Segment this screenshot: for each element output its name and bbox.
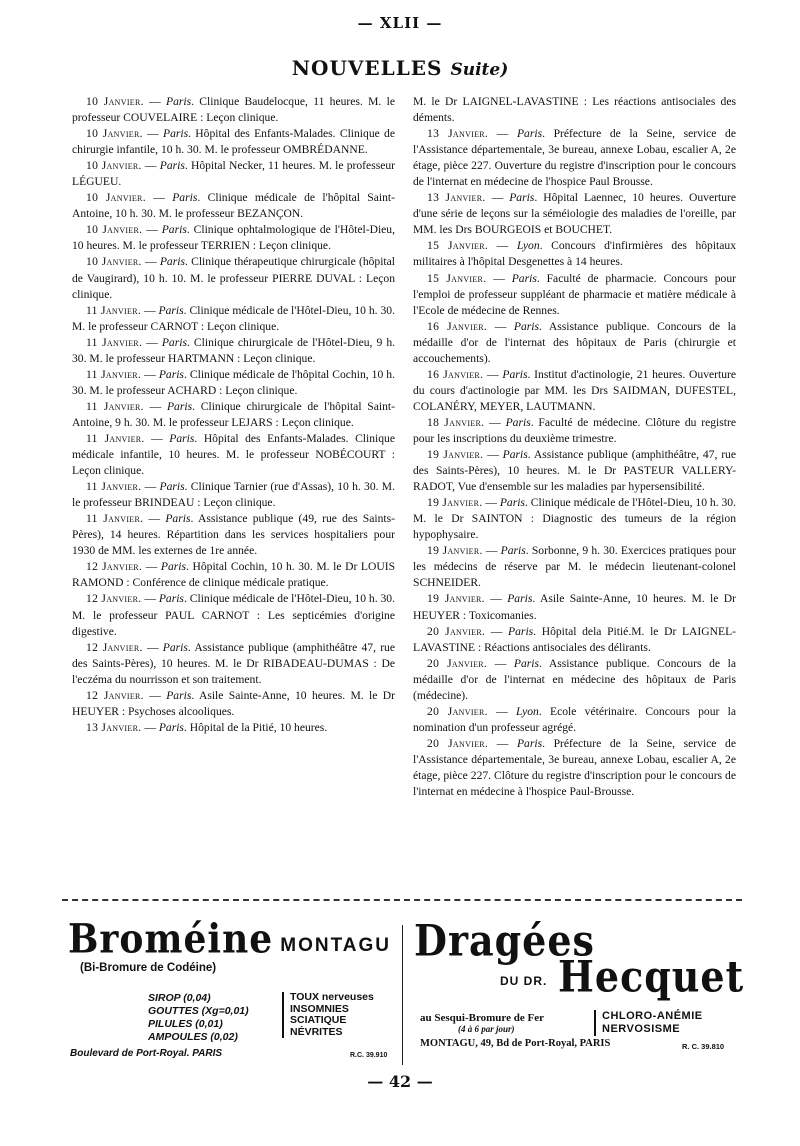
entry-text: Clinique thérapeutique chirurgicale (hôpital de Vaugirard), 10 h. 10. M. le professeur PIERRE DUVAL : Leçon clinique. [72,255,396,301]
entry-city: Paris [500,544,526,558]
entry-date: 12 Janvier. [86,688,144,702]
entry-date: 10 Janvier. [86,159,142,173]
form-item: GOUTTES (Xg=0,01) [148,1005,249,1017]
entry-city: Paris [161,335,187,349]
entry-text: Faculté de pharmacie. Concours pour l'emploi de professeur suppléant de pharmacie et matière médicale à l'Ecole de médecine de Rennes. [413,271,737,317]
entry-text: Assistance publique. Concours de la médaille d'or de l'internat des hôpitaux de Paris (chirurgie et accouchements). [413,319,736,365]
form-item: AMPOULES (0,02) [148,1031,238,1043]
news-entry: 10 Janvier. — Paris. Hôpital Necker, 11 heures. M. le professeur LÉGUEU. [72,159,396,189]
news-entry: 19 Janvier. — Paris. Clinique médicale de l'Hôtel-Dieu, 10 h. 30. M. le Dr SAINTON : Diagnostic des tumeurs de la région hypophysaire. [413,496,736,542]
entry-date: 20 Janvier. [427,624,486,638]
page-number: — 42 — [367,1072,433,1091]
hecquet-code: R. C. 39.810 [682,1042,725,1051]
news-entry: 11 Janvier. — Paris. Clinique médicale de l'Hôtel-Dieu, 10 h. 30. M. le professeur CARNOT : Leçon clinique. [72,303,396,333]
left-column [72,94,395,736]
entry-text: Hôpital de la Pitié, 10 heures. [189,720,328,734]
entry-city: Paris [165,512,191,526]
hecquet-uses [594,1010,703,1036]
news-entry: 16 Janvier. — Paris. Institut d'actinologie, 21 heures. Ouverture du cours d'actinologie par MM. les Drs SAIDMAN, DUFESTEL, COLANÉRY, MEYER, LAUTMANN. [413,367,737,413]
entry-text: Hôpital des Enfants-Malades. Clinique de chirurgie infantile, 10 h. 30. M. le professeur OMBRÉDANNE. [72,127,396,157]
section-suite: Suite) [450,60,509,80]
entry-date: 11 Janvier. [86,480,142,494]
dragees-advertisement [414,915,745,1051]
entry-date: 10 Janvier. [86,95,144,108]
use-item: INSOMNIES [290,1002,349,1015]
bromeine-uses [282,992,374,1038]
entry-city: Paris [513,319,539,333]
entry-date: 19 Janvier. [427,592,485,606]
entry-text: Faculté de médecine. Clôture du registre pour les inscriptions du deuxième trimestre. [413,415,737,445]
advertisement-divider [62,899,742,901]
right-column [413,94,736,800]
entry-date: 11 Janvier. [86,399,144,413]
news-entry: 18 Janvier. — Paris. Faculté de médecine. Clôture du registre pour les inscriptions du deuxième trimestre. [413,415,737,445]
dragees-brand: Dragées [414,915,595,966]
news-entry: 19 Janvier. — Paris. Sorbonne, 9 h. 30. Exercices pratiques pour les médecins de réserve par M. le médecin lieutenant-colonel SCHNEIDER. [413,544,737,590]
entry-text: Clinique médicale de l'hôpital Cochin, 10 h. 30. M. le professeur ACHARD : Leçon clinique. [72,367,396,397]
news-entry: 13 Janvier. — Paris. Hôpital Laennec, 10 heures. Ouverture d'une série de leçons sur la séméiologie des maladies de l'oreille, par MM. les Drs BOURGEOIS et BOUCHET. [413,191,737,237]
entry-city: Paris [502,448,528,462]
entry-date: 13 Janvier. [86,720,142,734]
entry-date: 20 Janvier. [427,704,488,718]
entry-city: Paris [159,159,185,173]
entry-date: 15 Janvier. [427,239,489,253]
news-entry: 16 Janvier. — Paris. Assistance publique. Concours de la médaille d'or de l'internat des hôpitaux de Paris (chirurgie et accouchements). [413,319,736,365]
entry-city: Paris [165,95,192,108]
entry-city: Paris [160,560,186,574]
news-entry: 13 Janvier. — Paris. Hôpital de la Pitié, 10 heures. [86,720,328,734]
hecquet-brand: Hecquet [558,951,745,1002]
news-entry: 10 Janvier. — Paris. Clinique Baudelocque, 11 heures. M. le professeur COUVELAIRE : Leçon clinique. [72,95,395,125]
news-entry [413,94,736,126]
entry-text: Assistance publique (amphithéâtre 47, rue des Saints-Pères), 10 heures. M. le Dr RIBADEAU-DUMAS : De l'eczéma du nourrisson et son traitement. [72,640,395,686]
entry-text: Institut d'actinologie, 21 heures. Ouverture du cours d'actinologie par MM. les Drs SAIDMAN, DUFESTEL, COLANÉRY, MEYER, LAUTMANN. [413,367,737,413]
entry-city: Paris [162,640,188,654]
entry-city: Paris [516,736,543,750]
entry-city: Paris [166,688,192,702]
entry-text: Clinique médicale de l'hôpital Saint-Antoine, 10 h. 30. M. le professeur BEZANÇON. [72,191,395,221]
entry-text: Hôpital Laennec, 10 heures. Ouverture d'une série de leçons sur la séméiologie des maladies de l'oreille, par MM. les Drs BOURGEOIS et BOUCHET. [413,191,737,237]
news-entry: 11 Janvier. — Paris. Clinique chirurgicale de l'Hôtel-Dieu, 9 h. 30. M. le professeur HARTMANN : Leçon clinique. [72,335,396,365]
news-entry: 15 Janvier. — Lyon. Concours d'infirmières des hôpitaux militaires à l'hôpital Desgenettes à 14 heures. [413,239,737,269]
entry-city: Paris [158,367,184,381]
entry-date: 10 Janvier. [86,127,143,141]
use-item: CHLORO-ANÉMIE [602,1010,703,1022]
use-item: NERVOSISME [602,1023,681,1035]
entry-date: 11 Janvier. [86,512,144,526]
entry-date: 19 Janvier. [427,448,484,462]
advertisement-separator [402,925,403,1065]
entry-text: Asile Sainte-Anne, 10 heures. M. le Dr HEUYER : Psychoses alcooliques. [72,688,395,718]
entry-city: Lyon [515,704,539,718]
du-dr-label: DU DR. [500,974,548,988]
section-heading [0,56,800,80]
use-item: SCIATIQUE [290,1014,347,1026]
entry-city: Paris [505,415,531,429]
news-entry: 15 Janvier. — Paris. Faculté de pharmacie. Concours pour l'emploi de professeur suppléant de pharmacie et matière médicale à l'Ecole de médecine de Rennes. [413,271,737,317]
entry-city: Paris [509,191,535,205]
entry-date: 20 Janvier. [427,656,488,670]
use-item: NÉVRITES [290,1025,343,1038]
entry-text: Clinique Baudelocque, 11 heures. M. le professeur COUVELAIRE : Leçon clinique. [72,95,395,125]
section-title: NOUVELLES [291,56,443,80]
montagu-brand: MONTAGU [280,935,391,956]
entry-city: Paris [513,656,539,670]
use-item: TOUX nerveuses [290,991,374,1003]
dose-text: (4 à 6 par jour) [458,1024,515,1034]
entry-city: Paris [158,592,184,606]
entry-text: Assistance publique. Concours de la médaille d'or de l'internat en médecine des hôpitaux de Paris (médecine). [413,656,736,702]
entry-text: Clinique chirurgicale de l'Hôtel-Dieu, 9 h. 30. M. le professeur HARTMANN : Leçon clinique. [72,335,396,365]
entry-city: Paris [162,127,189,141]
entry-city: Paris [502,367,528,381]
entry-text: Sorbonne, 9 h. 30. Exercices pratiques pour les médecins de réserve par M. le médecin lieutenant-colonel SCHNEIDER. [413,544,737,590]
news-entry: 12 Janvier. — Paris. Assistance publique (amphithéâtre 47, rue des Saints-Pères), 10 heures. M. le Dr RIBADEAU-DUMAS : De l'eczéma du nourrisson et son traitement. [72,640,395,686]
entry-text: Clinique médicale de l'Hôtel-Dieu, 10 h. 30. M. le professeur CARNOT : Leçon clinique. [72,303,396,333]
entry-date: 19 Janvier. [427,496,483,510]
entry-city: Paris [166,399,193,413]
entry-date: 11 Janvier. [86,367,142,381]
news-entry: 12 Janvier. — Paris. Asile Sainte-Anne, 10 heures. M. le Dr HEUYER : Psychoses alcooliques. [72,688,395,718]
entry-date: 11 Janvier. [86,303,142,317]
entry-date: 19 Janvier. [427,544,483,558]
news-entry: 20 Janvier. — Lyon. Ecole vétérinaire. Concours pour la nomination d'un professeur agrégé. [413,704,737,734]
bromeine-subtitle: (Bi-Bromure de Codéine) [80,962,217,974]
entry-date: 15 Janvier. [427,271,487,285]
entry-city: Paris [159,255,185,269]
news-entry: 11 Janvier. — Paris. Clinique chirurgicale de l'hôpital Saint-Antoine, 9 h. 30. M. le professeur LEJARS : Leçon clinique. [72,399,396,429]
entry-date: 11 Janvier. [86,431,145,445]
news-entry: 10 Janvier. — Paris. Hôpital des Enfants-Malades. Clinique de chirurgie infantile, 10 h. 30. M. le professeur OMBRÉDANNE. [72,127,396,157]
entry-text: Concours d'infirmières des hôpitaux militaires à l'hôpital Desgenettes à 14 heures. [413,239,737,269]
bromeine-code: R.C. 39.910 [350,1052,388,1059]
entry-text: Hôpital dela Pitié.M. le Dr LAIGNEL-LAVASTINE : Réactions antisociales des délirants. [413,624,737,654]
bromeine-forms [148,992,249,1044]
entry-city: Paris [508,624,534,638]
sesqui-bromure-text: au Sesqui-Bromure de Fer [420,1012,544,1024]
entry-city: Paris [169,431,195,445]
entry-text: Assistance publique (amphithéâtre, 47, rue des Saints-Pères), 10 heures. M. le Dr PASTEUR VALLERY-RADOT, Vue d'ensemble sur les maladies par hypersensibilité. [413,448,736,494]
entry-date: 13 Janvier. [427,191,486,205]
form-item: SIROP (0,04) [148,992,211,1004]
entry-text: Préfecture de la Seine, service de l'Assistance départementale, 3e bureau, annexe Lobau, escalier A, 2e étage, pièce 227. Ouverture du registre d'inscription pour le concours de l'internat en médecine de l'hospice Paul Brousse. [413,127,737,189]
news-entry: 12 Janvier. — Paris. Hôpital Cochin, 10 h. 30. M. le Dr LOUIS RAMOND : Conférence de clinique médicale pratique. [72,560,396,590]
entry-date: 20 Janvier. [427,736,489,750]
entry-city: Paris [161,223,187,237]
form-item: PILULES (0,01) [148,1018,223,1030]
news-entry: 12 Janvier. — Paris. Clinique médicale de l'Hôtel-Dieu, 10 h. 30. M. le professeur PAUL CARNOT : Les septicémies d'origine digestive. [72,592,395,638]
news-entry: 10 Janvier. — Paris. Clinique ophtalmologique de l'Hôtel-Dieu, 10 heures. M. le professeur TERRIEN : Leçon clinique. [72,223,396,253]
entry-city: Paris [507,592,533,606]
entry-date: 16 Janvier. [427,319,488,333]
entry-city: Paris [499,496,525,510]
entry-text: Asile Sainte-Anne, 10 heures. M. le Dr HEUYER : Toxicomanies. [413,592,736,622]
news-entry: 20 Janvier. — Paris. Assistance publique. Concours de la médaille d'or de l'internat en médecine des hôpitaux de Paris (médecine). [413,656,736,702]
news-entry: 20 Janvier. — Paris. Préfecture de la Seine, service de l'Assistance départementale, 3e bureau, annexe Lobau, escalier A, 2e étage, pièce 227. Clôture du registre d'inscription pour le concours de l'internat en médecine à l'hospice Paul-Brousse. [413,736,737,799]
entry-text: Préfecture de la Seine, service de l'Assistance départementale, 3e bureau, annexe Lobau, escalier A, 2e étage, pièce 227. Clôture du registre d'inscription pour le concours de l'internat en médecine à l'hospice Paul-Brousse. [413,736,737,799]
entry-text: Ecole vétérinaire. Concours pour la nomination d'un professeur agrégé. [413,704,737,734]
entry-date: 10 Janvier. [86,191,146,205]
entry-city: Paris [158,720,184,734]
news-entry: 10 Janvier. — Paris. Clinique médicale de l'hôpital Saint-Antoine, 10 h. 30. M. le professeur BEZANÇON. [72,191,395,221]
entry-text: Hôpital Necker, 11 heures. M. le professeur LÉGUEU. [72,159,396,189]
news-entry: 11 Janvier. — Paris. Clinique Tarnier (rue d'Assas), 10 h. 30. M. le professeur BRINDEAU : Leçon clinique. [72,480,396,510]
entry-city: Paris [158,303,184,317]
entry-city: Lyon [516,239,540,253]
bromeine-address: Boulevard de Port-Royal. PARIS [70,1048,223,1059]
entry-text: Hôpital Cochin, 10 h. 30. M. le Dr LOUIS RAMOND : Conférence de clinique médicale pratique. [72,560,396,590]
entry-city: Paris [159,480,185,494]
entry-text: Clinique médicale de l'Hôtel-Dieu, 10 h. 30. M. le Dr SAINTON : Diagnostic des tumeurs de la région hypophysaire. [413,496,736,542]
entry-city: Paris [516,127,543,141]
entry-text: Assistance publique (49, rue des Saints-Pères), 14 heures. Répartition dans les services hospitaliers pour 1930 de MM. les externes de 1re année. [72,512,395,558]
roman-page-number: — XLII — [357,14,443,32]
news-entry: 10 Janvier. — Paris. Clinique thérapeutique chirurgicale (hôpital de Vaugirard), 10 h. 10. M. le professeur PIERRE DUVAL : Leçon clinique. [72,255,396,301]
news-entry: 11 Janvier. — Paris. Assistance publique (49, rue des Saints-Pères), 14 heures. Répartition dans les services hospitaliers pour 1930 de MM. les externes de 1re année. [72,512,395,558]
news-entry: 11 Janvier. — Paris. Clinique médicale de l'hôpital Cochin, 10 h. 30. M. le professeur ACHARD : Leçon clinique. [72,367,396,397]
news-entry: 19 Janvier. — Paris. Asile Sainte-Anne, 10 heures. M. le Dr HEUYER : Toxicomanies. [413,592,736,622]
entry-date: 12 Janvier. [86,560,143,574]
entry-date: 12 Janvier. [86,592,142,606]
entry-date: 11 Janvier. [86,335,143,349]
entry-date: 16 Janvier. [427,367,484,381]
entry-text: Clinique ophtalmologique de l'Hôtel-Dieu, 10 heures. M. le professeur TERRIEN : Leçon clinique. [72,223,396,253]
entry-text: Clinique chirurgicale de l'hôpital Saint-Antoine, 9 h. 30. M. le professeur LEJARS : Leçon clinique. [72,399,396,429]
entry-date: 10 Janvier. [86,223,143,237]
bromeine-advertisement [68,915,398,1059]
entry-date: 10 Janvier. [86,255,142,269]
entry-date: 12 Janvier. [86,640,143,654]
news-entry: 11 Janvier. — Paris. Hôpital des Enfants-Malades. Clinique médicale infantile, 10 heures. M. le professeur NOBÉCOURT : Leçon clinique. [72,431,395,478]
news-entry: 20 Janvier. — Paris. Hôpital dela Pitié.M. le Dr LAIGNEL-LAVASTINE : Réactions antisociales des délirants. [413,624,737,654]
hecquet-address: MONTAGU, 49, Bd de Port-Royal, PARIS [420,1038,611,1049]
entry-text: M. le Dr LAIGNEL-LAVASTINE : Les réactions antisociales des déments. [413,95,736,125]
news-entry: 19 Janvier. — Paris. Assistance publique (amphithéâtre, 47, rue des Saints-Pères), 10 heures. M. le Dr PASTEUR VALLERY-RADOT, Vue d'ensemble sur les maladies par hypersensibilité. [413,448,736,494]
entry-text: Hôpital des Enfants-Malades. Clinique médicale infantile, 10 heures. M. le professeur NOBÉCOURT : Leçon clinique. [72,431,395,478]
bromeine-brand: Broméine [68,915,274,963]
entry-city: Paris [172,191,198,205]
entry-text: Clinique Tarnier (rue d'Assas), 10 h. 30. M. le professeur BRINDEAU : Leçon clinique. [72,480,396,510]
news-entry: 13 Janvier. — Paris. Préfecture de la Seine, service de l'Assistance départementale, 3e bureau, annexe Lobau, escalier A, 2e étage, pièce 227. Ouverture du registre d'inscription pour le concours de l'internat en médecine de l'hospice Paul Brousse. [413,127,737,189]
entry-city: Paris [511,271,537,285]
entry-text: Clinique médicale de l'Hôtel-Dieu, 10 h. 30. M. le professeur PAUL CARNOT : Les septicémies d'origine digestive. [72,592,395,638]
entry-date: 13 Janvier. [427,127,489,141]
entry-date: 18 Janvier. [427,415,485,429]
